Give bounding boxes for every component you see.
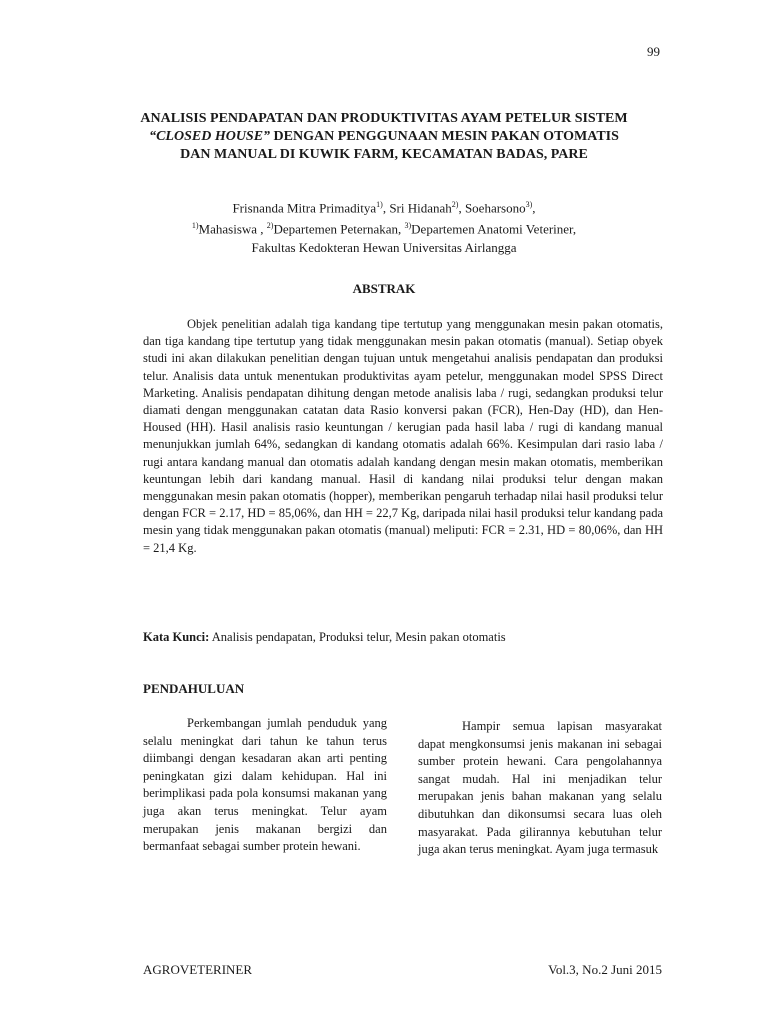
aff-3: Departemen Anatomi Veteriner,: [411, 221, 577, 237]
section-heading-pendahuluan: PENDAHULUAN: [143, 681, 245, 696]
page-number: 99: [647, 44, 660, 59]
title-line-3: DAN MANUAL DI KUWIK FARM, KECAMATAN BADAS, PARE: [180, 147, 588, 162]
intro-right-column: [418, 718, 662, 859]
title-line-1: ANALISIS PENDAPATAN DAN PRODUKTIVITAS AYAM PETELUR SISTEM: [140, 111, 628, 126]
intro-left-text: Perkembangan jumlah penduduk yang selalu meningkat dari tahun ke tahun terus diimbangi dengan kesadaran akan arti penting peningkatan gizi dalam kehidupan. Hal ini berimplikasi pada pola konsumsi makanan yang juga akan terus meningkat. Telur ayam merupakan jenis makanan bergizi dan bermanfaat sebagai sumber protein hewani.: [143, 716, 387, 854]
institution: Fakultas Kedokteran Hewan Universitas Airlangga: [251, 239, 517, 255]
aff-1: Mahasiswa ,: [198, 221, 267, 237]
aff-2: Departemen Peternakan,: [273, 221, 405, 237]
author-3-sup: 3): [525, 200, 533, 209]
paper-title: [100, 110, 668, 164]
author-names: [90, 196, 678, 217]
author-2-sup: 2): [451, 200, 459, 209]
intro-right-text: Hampir semua lapisan masyarakat dapat mengkonsumsi jenis makanan ini sebagai sumber protein hewani. Cara pengolahannya sangat mudah. Hal ini menjadikan telur merupakan jenis bahan makanan yang selalu dibutuhkan dan dikonsumsi secara luas oleh masyarakat. Pada gilirannya kebutuhan telur juga akan terus meningkat. Ayam juga termasuk: [418, 719, 662, 857]
title-closed-house: “CLOSED HOUSE”: [149, 129, 271, 144]
aff-2-sup: 2): [266, 221, 274, 231]
abstract-text: Objek penelitian adalah tiga kandang tipe tertutup yang menggunakan mesin pakan otomatis, dan tiga kandang tipe tertutup yang tidak menggunakan mesin pakan otomatis (manual). Setiap obyek studi ini akan dilakukan penelitian dengan tujuan untuk mengetahui analisis pendapatan dan produksi telur. Analisis data untuk menentukan produktivitas ayam petelur, menggunakan model SPSS Direct Marketing. Analisis pendapatan dihitung dengan metode analisis laba / rugi, sedangkan produksi telur diamati dengan menggunakan catatan data Rasio konversi pakan (FCR), Hen-Day (HD), dan Hen-Housed (HH). Hasil analisis rasio keuntungan / kerugian pada hasil laba / rugi di kandang manual menunjukkan jumlah 64%, sedangkan di kandang otomatis adalah 66%. Kesimpulan dari rasio laba / rugi antara kandang manual dan otomatis adalah kandang dengan mesin makan otomatis, memberikan keuntungan lebih dari kandang manual. Hasil di kandang nilai produksi telur dengan makan menggunakan mesin pakan otomatis (hopper), memberikan pengaruh terhadap nilai hasil produksi telur dengan FCR = 2.17, HD = 85,06%, dan HH = 22,7 Kg, daripada nilai hasil produksi telur kandang pada mesin yang tidak menggunakan pakan otomatis (manual) meliputi: FCR = 2.31, HD = 80,06%, dan HH = 21,4 Kg.: [143, 317, 663, 555]
author-1-sup: 1): [376, 200, 383, 209]
aff-1-sup: 1): [191, 221, 199, 231]
author-3: , Soeharsono: [458, 200, 526, 216]
keywords-label: Kata Kunci:: [143, 630, 210, 644]
abstract-paragraph: [143, 316, 663, 557]
keywords: [143, 630, 663, 645]
intro-left-column: [143, 715, 387, 856]
author-3-tail: ,: [532, 200, 536, 216]
author-1: Frisnanda Mitra Primaditya: [232, 200, 377, 216]
affiliations: [90, 217, 678, 238]
title-line-2-rest: DENGAN PENGGUNAAN MESIN PAKAN OTOMATIS: [270, 129, 619, 144]
author-block: [90, 196, 678, 257]
footer-issue: Vol.3, No.2 Juni 2015: [548, 962, 662, 977]
aff-3-sup: 3): [404, 221, 412, 231]
title-line-2: [100, 128, 668, 146]
author-2: , Sri Hidanah: [382, 200, 452, 216]
keywords-text: Analisis pendapatan, Produksi telur, Mesin pakan otomatis: [209, 630, 506, 644]
footer-journal: AGROVETERINER: [143, 962, 253, 977]
abstract-heading: ABSTRAK: [352, 281, 416, 296]
